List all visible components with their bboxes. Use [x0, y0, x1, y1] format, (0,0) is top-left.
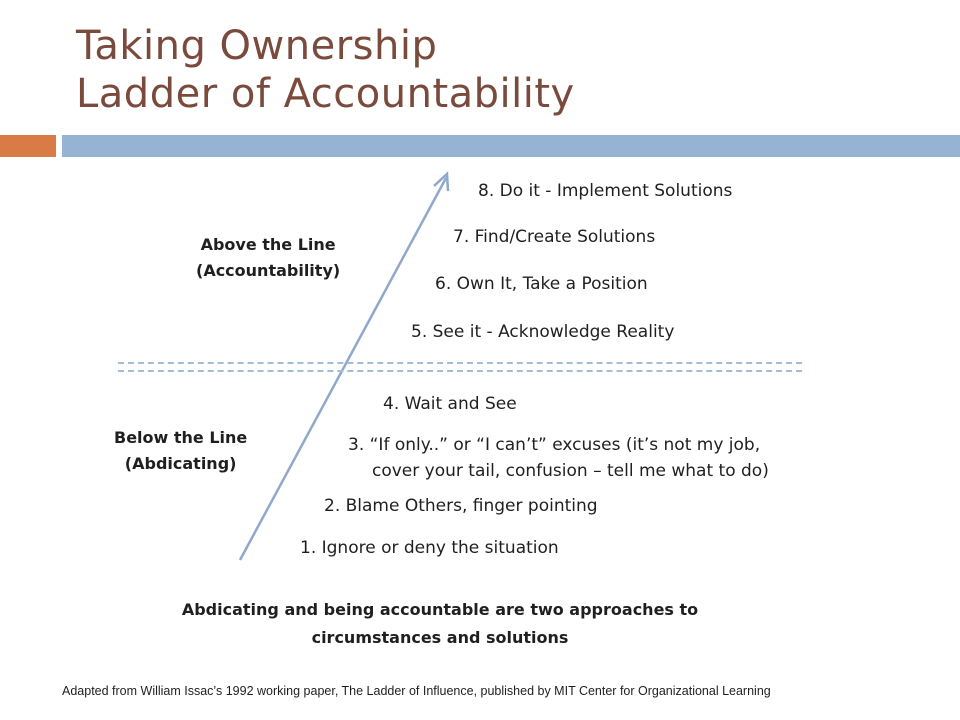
step-1: 1. Ignore or deny the situation [300, 538, 559, 558]
step-6: 6. Own It, Take a Position [435, 274, 648, 294]
line-divider [118, 362, 802, 372]
step-2: 2. Blame Others, finger pointing [324, 496, 598, 516]
summary-text [140, 596, 740, 652]
step-5: 5. See it - Acknowledge Reality [411, 322, 675, 342]
summary-line-2: circumstances and solutions [311, 628, 569, 647]
above-label-line-1: Above the Line [200, 235, 336, 254]
title-line-2: Ladder of Accountability [76, 71, 575, 117]
title-line-1: Taking Ownership [76, 23, 438, 69]
step-8: 8. Do it - Implement Solutions [478, 181, 733, 201]
below-label-line-1: Below the Line [114, 428, 248, 447]
below-label-line-2: (Abdicating) [124, 454, 237, 473]
step-7: 7. Find/Create Solutions [453, 227, 656, 247]
source-citation: Adapted from William Issac’s 1992 working paper, The Ladder of Influence, published by MIT Center for Organizational Learning [62, 684, 771, 698]
above-label-line-2: (Accountability) [196, 261, 341, 280]
step-3-line-2: cover your tail, confusion – tell me what to do) [372, 461, 769, 481]
above-the-line-label [196, 232, 340, 284]
step-3 [348, 432, 769, 484]
below-the-line-label [114, 425, 247, 477]
summary-line-1: Abdicating and being accountable are two approaches to [181, 600, 699, 619]
step-3-line-1: 3. “If only..” or “I can’t” excuses (it’s not my job, [348, 435, 761, 455]
step-4: 4. Wait and See [383, 394, 517, 414]
